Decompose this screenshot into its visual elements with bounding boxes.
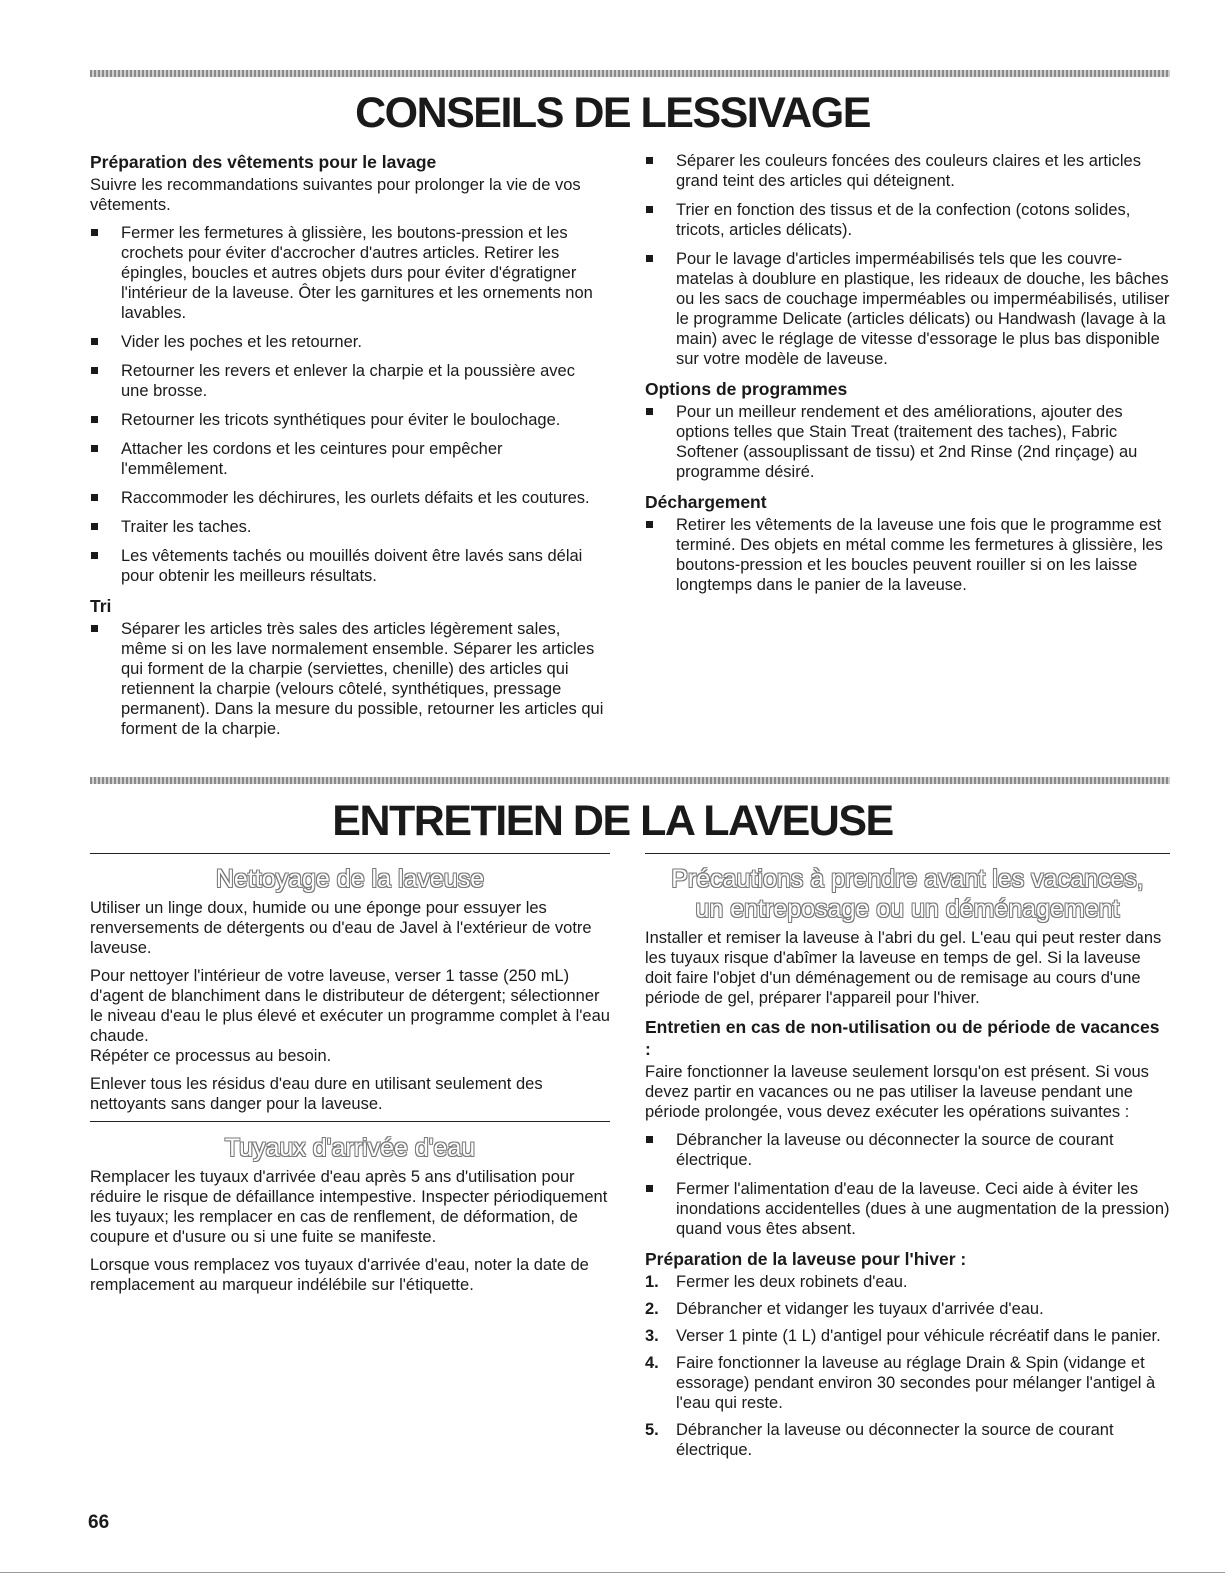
list-item: Traiter les taches. (90, 517, 605, 537)
square-bullet-icon (91, 338, 98, 345)
square-bullet-icon (646, 408, 653, 415)
section-title-entretien: ENTRETIEN DE LA LAVEUSE (332, 797, 893, 845)
list-item: Fermer les fermetures à glissière, les boutons-pression et les crochets pour éviter d'accrocher d'autres articles. Retirer les épingles, boucles et autres objets durs pour éviter d'égratigner l'intérieur de la laveuse. Ôter les garnitures et les ornements non lavables. (90, 223, 605, 323)
conseils-left-column (90, 151, 605, 748)
list-item: Séparer les couleurs foncées des couleurs claires et les articles grand teint des articles qui déteignent. (645, 151, 1170, 191)
list-item: 3. Verser 1 pinte (1 L) d'antigel pour véhicule récréatif dans le panier. (645, 1327, 1161, 1345)
list-item: 4. Faire fonctionner la laveuse au réglage Drain & Spin (vidange et essorage) pendant environ 30 secondes pour mélanger l'antigel à l'eau qui reste. (645, 1354, 1156, 1412)
square-bullet-icon (91, 229, 98, 236)
conseils-right-column (645, 151, 1170, 604)
rule-nettoyage (90, 853, 610, 854)
heading-nettoyage: Nettoyage de la laveuse (215, 865, 485, 893)
entretien-left-column (90, 864, 610, 1122)
square-bullet-icon (646, 521, 653, 528)
tuyaux-paragraph: Lorsque vous remplacez vos tuyaux d'arrivée d'eau, noter la date de remplacement au marqueur indélébile sur l'étiquette. (90, 1256, 589, 1294)
top-dotted-rule (90, 70, 1170, 77)
nettoyage-paragraph: Enlever tous les résidus d'eau dure en utilisant seulement des nettoyants sans danger pour la laveuse. (90, 1075, 543, 1113)
rule-tuyaux (90, 1121, 610, 1122)
preparation-list (90, 223, 605, 586)
list-item: Retirer les vêtements de la laveuse une fois que le programme est terminé. Des objets en métal comme les fermetures à glissière, les boutons-pression et les boucles peuvent rouiller si on les laisse longtemps dans le panier de la laveuse. (645, 515, 1170, 595)
heading-vacances: Entretien en cas de non-utilisation ou de période de vacances : (645, 1017, 1160, 1059)
heading-preparation: Préparation des vêtements pour le lavage (90, 152, 437, 172)
list-item: Pour un meilleur rendement et des améliorations, ajouter des options telles que Stain Treat (traitement des taches), Fabric Softener (assouplissant de tissu) et 2nd Rinse (2nd rinçage) au programme désiré. (645, 402, 1170, 482)
nettoyage-paragraph: Utiliser un linge doux, humide ou une éponge pour essuyer les renversements de détergents ou d'eau de Javel à l'extérieur de votre laveuse. (90, 899, 592, 957)
square-bullet-icon (646, 157, 653, 164)
page-number: 66 (88, 1512, 110, 1533)
square-bullet-icon (91, 625, 98, 632)
bottom-rule (0, 1572, 1225, 1573)
square-bullet-icon (646, 206, 653, 213)
list-item: Attacher les cordons et les ceintures pour empêcher l'emmêlement. (90, 439, 605, 479)
rule-precautions (645, 853, 1170, 854)
list-item: Fermer l'alimentation d'eau de la laveuse. Ceci aide à éviter les inondations accidentelles (dues à une augmentation de la pression) quand vous êtes absent. (645, 1179, 1170, 1239)
square-bullet-icon (646, 255, 653, 262)
tuyaux-section (90, 1133, 610, 1303)
tuyaux-paragraph: Remplacer les tuyaux d'arrivée d'eau après 5 ans d'utilisation pour réduire le risque de défaillance intempestive. Inspecter périodiquement les tuyaux; les remplacer en cas de renflement, de déformation, de coupure et d'usure ou si une fuite se manifeste. (90, 1168, 608, 1246)
tri-list-part2 (645, 151, 1170, 369)
square-bullet-icon (91, 367, 98, 374)
list-item: 2. Débrancher et vidanger les tuyaux d'arrivée d'eau. (645, 1300, 1044, 1318)
heading-hiver: Préparation de la laveuse pour l'hiver : (645, 1249, 967, 1269)
square-bullet-icon (91, 416, 98, 423)
list-item: Retourner les tricots synthétiques pour éviter le boulochage. (90, 410, 605, 430)
list-item: Débrancher la laveuse ou déconnecter la source de courant électrique. (645, 1130, 1170, 1170)
square-bullet-icon (646, 1136, 653, 1143)
vacances-list (645, 1130, 1170, 1239)
list-item: Les vêtements tachés ou mouillés doivent être lavés sans délai pour obtenir les meilleurs résultats. (90, 546, 605, 586)
tri-list-part1 (90, 619, 605, 739)
precautions-intro: Installer et remiser la laveuse à l'abri du gel. L'eau qui peut rester dans les tuyaux risque d'abîmer la laveuse en temps de gel. Si la laveuse doit faire l'objet d'un déménagement ou de remisage au cours d'une période de gel, préparer l'appareil pour l'hiver. (645, 929, 1162, 1007)
list-item: 5. Débrancher la laveuse ou déconnecter la source de courant électrique. (645, 1421, 1114, 1459)
square-bullet-icon (91, 523, 98, 530)
dechargement-list (645, 515, 1170, 595)
heading-precautions-line1: Précautions à prendre avant les vacances, (671, 865, 1144, 893)
square-bullet-icon (646, 1185, 653, 1192)
list-item: Trier en fonction des tissus et de la confection (cotons solides, tricots, articles délicats). (645, 200, 1170, 240)
options-list (645, 402, 1170, 482)
heading-dechargement: Déchargement (645, 492, 767, 512)
list-item: 1. Fermer les deux robinets d'eau. (645, 1273, 908, 1291)
preparation-intro: Suivre les recommandations suivantes pour prolonger la vie de vos vêtements. (90, 176, 581, 214)
square-bullet-icon (91, 494, 98, 501)
entretien-right-column (645, 864, 1170, 1467)
nettoyage-paragraph: Répéter ce processus au besoin. (90, 1047, 332, 1065)
list-item: Pour le lavage d'articles imperméabilisés tels que les couvre-matelas à doublure en plastique, les rideaux de douche, les bâches ou les sacs de couchage imperméables ou imperméabilisés, utiliser le programme Delicate (articles délicats) ou Handwash (lavage à la main) avec le réglage de vitesse d'essorage le plus bas disponible sur votre modèle de laveuse. (645, 249, 1170, 369)
square-bullet-icon (91, 552, 98, 559)
nettoyage-paragraph: Pour nettoyer l'intérieur de votre laveuse, verser 1 tasse (250 mL) d'agent de blanchiment dans le distributeur de détergent; sélectionner le niveau d'eau le plus élevé et exécuter un programme complet à l'eau chaude. (90, 967, 610, 1045)
heading-options: Options de programmes (645, 379, 848, 399)
heading-precautions-line2: un entreposage ou un déménagement (695, 895, 1120, 923)
heading-tuyaux: Tuyaux d'arrivée d'eau (224, 1134, 476, 1162)
list-item: Raccommoder les déchirures, les ourlets défaits et les coutures. (90, 488, 605, 508)
middle-dotted-rule (90, 777, 1170, 784)
square-bullet-icon (91, 445, 98, 452)
vacances-intro: Faire fonctionner la laveuse seulement lorsqu'on est présent. Si vous devez partir en vacances ou ne pas utiliser la laveuse pendant une période prolongée, vous devez exécuter les opérations suivantes : (645, 1063, 1149, 1121)
heading-tri: Tri (90, 596, 112, 616)
hiver-steps (645, 1272, 1170, 1460)
section-title-conseils: CONSEILS DE LESSIVAGE (355, 89, 870, 137)
list-item: Vider les poches et les retourner. (90, 332, 605, 352)
list-item: Retourner les revers et enlever la charpie et la poussière avec une brosse. (90, 361, 605, 401)
list-item: Séparer les articles très sales des articles légèrement sales, même si on les lave normalement ensemble. Séparer les articles qui forment de la charpie (serviettes, chenille) des articles qui retiennent la charpie (velours côtelé, synthétiques, pressage permanent). Dans la mesure du possible, retourner les articles qui forment de la charpie. (90, 619, 605, 739)
